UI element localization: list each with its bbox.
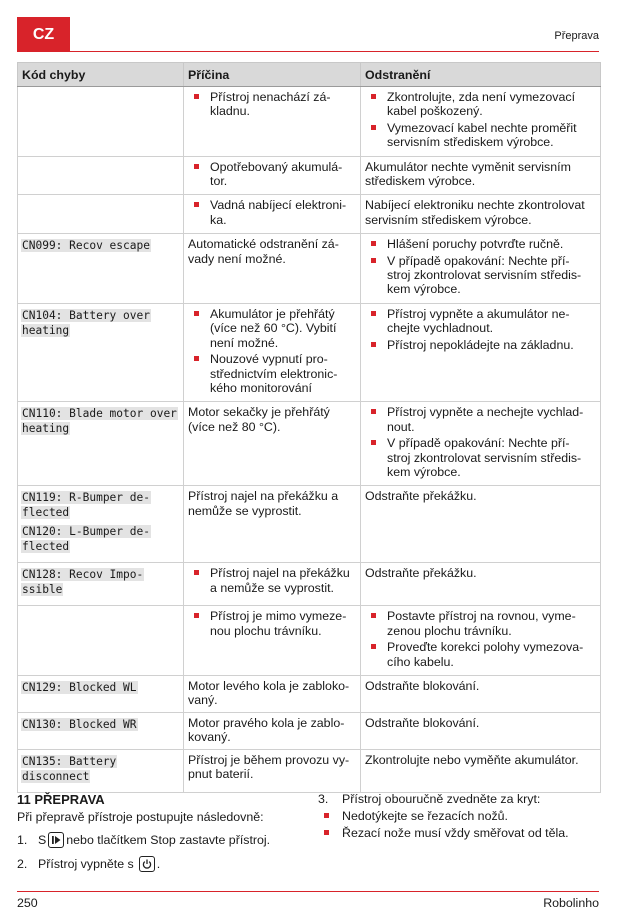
error-code-cell <box>18 303 184 401</box>
section-intro: Při přepravě přístroje postupujte následovně: <box>17 810 264 824</box>
step-1 <box>17 832 302 848</box>
list-item: Řezací nože musí vždy směřovat od těla. <box>318 826 603 840</box>
error-code-cell <box>18 563 184 606</box>
error-code: CN129: Blocked WL <box>22 680 137 694</box>
remedy-cell <box>361 675 601 712</box>
remedy-cell <box>361 303 601 401</box>
list-item: Přístroj nenachází zá- kladnu. <box>188 90 356 119</box>
cause-cell-text: Přístroj najel na překážku a nemůže se vyprostit. <box>188 489 339 518</box>
cause-cell-text: Motor sekačky je přehřátý (více než 80 °C). <box>188 405 330 434</box>
remedy-cell <box>361 712 601 749</box>
step-3-bullets <box>318 809 603 840</box>
cause-cell <box>184 606 361 676</box>
step-number: 3. <box>318 792 329 806</box>
header-divider <box>17 51 599 52</box>
list-item: Vymezovací kabel nechte proměřit servisním střediskem výrobce. <box>365 121 596 150</box>
error-code-cell <box>18 402 184 486</box>
cause-cell-text: Přístroj je během provozu vy- pnut baterií. <box>188 752 350 781</box>
table-row <box>18 563 601 606</box>
error-code-cell <box>18 87 184 157</box>
remedy-cell <box>361 486 601 563</box>
error-code-table <box>17 62 601 793</box>
error-code-cell <box>18 156 184 195</box>
table-row <box>18 195 601 234</box>
cause-cell <box>184 563 361 606</box>
page-header-title: Přeprava <box>554 30 599 42</box>
list-item: Přístroj najel na překážku a nemůže se vyprostit. <box>188 566 356 595</box>
column-header-remedy: Odstranění <box>361 63 601 87</box>
remedy-cell-text: Akumulátor nechte vyměnit servisním střediskem výrobce. <box>365 159 571 189</box>
remedy-cell <box>361 234 601 304</box>
error-code-cell <box>18 486 184 563</box>
remedy-cell <box>361 156 601 195</box>
remedy-cell <box>361 606 601 676</box>
cause-cell <box>184 402 361 486</box>
remedy-cell-text: Nabíjecí elektroniku nechte zkontrolovat servisním střediskem výrobce. <box>365 198 585 227</box>
step-text-pre: S <box>38 833 47 847</box>
table-row <box>18 234 601 304</box>
error-code: CN130: Blocked WR <box>22 717 137 731</box>
step-text-pre: Přístroj vypněte s <box>38 857 134 871</box>
table-row <box>18 712 601 749</box>
cause-cell-text: Automatické odstranění zá- vady není možné. <box>188 237 339 266</box>
cause-cell <box>184 675 361 712</box>
error-code: CN099: Recov escape <box>22 239 150 253</box>
steps-list <box>17 832 302 872</box>
list-item: V případě opakování: Nechte pří- stroj zkontrolovat servisním středis- kem výrobce. <box>365 254 596 297</box>
error-code: CN104: Battery over heating <box>22 308 150 337</box>
remedy-cell <box>361 87 601 157</box>
error-code: CN135: Battery disconnect <box>22 754 117 783</box>
error-code-cell <box>18 606 184 676</box>
error-code-cell <box>18 234 184 304</box>
table-row <box>18 87 601 157</box>
table-row <box>18 156 601 195</box>
cause-cell <box>184 156 361 195</box>
error-code: CN110: Blade motor over heating <box>22 407 177 436</box>
table-row <box>18 486 601 563</box>
error-code: CN119: R-Bumper de- flected <box>22 491 150 520</box>
section-heading: 11 PŘEPRAVA <box>17 792 105 807</box>
cause-cell-text: Motor levého kola je zabloko- vaný. <box>188 678 350 708</box>
list-item: Přístroj je mimo vymeze- nou plochu trávníku. <box>188 609 356 638</box>
table-row <box>18 606 601 676</box>
list-item: Proveďte korekci polohy vymezova- cího kabelu. <box>365 640 596 669</box>
remedy-cell <box>361 563 601 606</box>
step-3 <box>318 792 603 806</box>
cause-cell <box>184 712 361 749</box>
list-item: Přístroj vypněte a akumulátor ne- chejte vychladnout. <box>365 307 596 336</box>
list-item: Opotřebovaný akumulá- tor. <box>188 160 356 189</box>
list-item: Hlášení poruchy potvrďte ručně. <box>365 237 596 251</box>
transport-section-continued <box>318 792 603 843</box>
list-item: Akumulátor je přehřátý (více než 60 °C). Vybití není možné. <box>188 307 356 350</box>
footer-divider <box>17 891 599 892</box>
table-row <box>18 675 601 712</box>
cause-cell <box>184 234 361 304</box>
step-text-post: . <box>156 857 161 871</box>
list-item: Nouzové vypnutí pro- střednictvím elektronic- kého monitorování <box>188 352 356 395</box>
table-header-row <box>18 63 601 87</box>
step-number: 2. <box>17 857 28 871</box>
error-code-cell <box>18 712 184 749</box>
list-item: Přístroj vypněte a nechejte vychlad- nout. <box>365 405 596 434</box>
column-header-cause: Příčina <box>184 63 361 87</box>
remedy-cell <box>361 749 601 792</box>
remedy-cell <box>361 402 601 486</box>
transport-section <box>17 792 302 880</box>
step-text-post: nebo tlačítkem Stop zastavte přístroj. <box>66 833 271 847</box>
column-header-code: Kód chyby <box>18 63 184 87</box>
remedy-cell-text: Odstraňte překážku. <box>365 489 477 504</box>
play-pause-key-icon <box>48 832 64 848</box>
cause-cell-text: Motor pravého kola je zablo- kovaný. <box>188 715 345 745</box>
error-code: CN120: L-Bumper de- flected <box>22 525 150 554</box>
cause-cell <box>184 749 361 792</box>
table-row <box>18 303 601 401</box>
error-code-cell <box>18 195 184 234</box>
cause-cell <box>184 87 361 157</box>
remedy-cell-text: Odstraňte překážku. <box>365 566 477 581</box>
list-item: Zkontrolujte, zda není vymezovací kabel poškozený. <box>365 90 596 119</box>
cause-cell <box>184 486 361 563</box>
list-item: Vadná nabíjecí elektroni- ka. <box>188 198 356 227</box>
page-number: 250 <box>17 896 38 910</box>
list-item: Nedotýkejte se řezacích nožů. <box>318 809 603 823</box>
list-item: Přístroj nepokládejte na základnu. <box>365 338 596 352</box>
step-number: 1. <box>17 833 28 847</box>
error-code-cell <box>18 749 184 792</box>
error-code-cell <box>18 675 184 712</box>
remedy-cell-text: Odstraňte blokování. <box>365 715 480 730</box>
remedy-cell-text: Odstraňte blokování. <box>365 678 480 693</box>
cause-cell <box>184 195 361 234</box>
footer-brand: Robolinho <box>543 896 599 910</box>
error-code: CN128: Recov Impo- ssible <box>22 568 144 597</box>
table-row <box>18 402 601 486</box>
list-item: V případě opakování: Nechte pří- stroj zkontrolovat servisním středis- kem výrobce. <box>365 436 596 479</box>
list-item: Postavte přístroj na rovnou, vyme- zenou plochu trávníku. <box>365 609 596 638</box>
power-key-icon <box>139 856 155 872</box>
cause-cell <box>184 303 361 401</box>
remedy-cell-text: Zkontrolujte nebo vyměňte akumulátor. <box>365 752 579 767</box>
step-2 <box>17 856 302 872</box>
step-text: Přístroj obouručně zvedněte za kryt: <box>342 792 541 806</box>
remedy-cell <box>361 195 601 234</box>
language-badge: CZ <box>17 17 70 52</box>
table-row <box>18 749 601 792</box>
